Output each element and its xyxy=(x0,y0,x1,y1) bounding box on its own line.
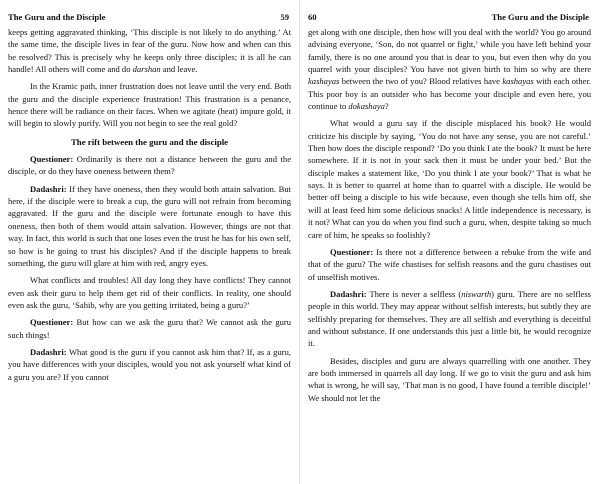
speaker-label: Questioner: xyxy=(30,317,74,328)
speaker-label: Dadashri: xyxy=(30,183,67,194)
answer-paragraph: Dadashri: There is never a selfless (niswarth) guru. There are no selfless people in this world. They may appear without selfish interests, but subtly they are selfishly preparing for themselves. They are all selfish and everything is deceitful and without substance. If one understands this just a little bit, he would recognize it. xyxy=(308,288,592,349)
header-title: The Guru and the Disciple xyxy=(491,12,589,22)
paragraph: What would a guru say if the disciple misplaced his book? He would criticize his disciple by saying, ‘You do not have any sense, you are not careful.’ Then how does the disciple respond? ‘Do you think I ate the book? It must be here somewhere. If it is not in your sack then it must be under your bed.’ But the disciple makes a statement like, ‘Do you think I ate your book?’ That is what he says. It is better to quarrel at home than to quarrel with a disciple. He would be better off being a disciple to his wife because, even though she tells him off, she will at least feed him some delicious snacks! A little independence is necessary, is it not? What can you do when you find such a guru, when, despite taking so much care of him, he speaks so foolishly? xyxy=(308,118,591,240)
speaker-label: Dadashri: xyxy=(330,288,367,299)
section-heading: The rift between the guru and the disciple xyxy=(70,136,229,147)
answer-paragraph: Dadashri: If they have oneness, then they would both attain salvation. But here, if the disciple were to break a cup, the guru will not refrain from becoming aggravated. If the guru and the disciple were fortunate enough to have this oneness, then both of them would attain salvation. However, things are not that way. In fact, this world is such that one loses even the trust he has for his own self, so how is he going to trust his disciples? And if the disciple happens to break something, the guru will glare at him with red, angry eyes. xyxy=(8,183,291,268)
page-number: 59 xyxy=(280,12,289,22)
header-title: The Guru and the Disciple xyxy=(8,12,106,22)
speaker-label: Questioner: xyxy=(330,246,374,257)
paragraph: keeps getting aggravated thinking, ‘This disciple is not likely to do anything.’ At the same time, the disciple lives in fear of the guru. Now how and when can this be resolved? This is precisely why he keeps only three disciples; it is all he can handle! All others will come and do darshan and leave. xyxy=(8,27,291,75)
page-number: 60 xyxy=(308,12,317,22)
speaker-label: Dadashri: xyxy=(30,346,67,357)
question-paragraph: Questioner: Ordinarily is there not a distance between the guru and the disciple, or do they have oneness between them? xyxy=(8,154,291,177)
paragraph: What conflicts and troubles! All day long they have conflicts! They cannot even ask their guru to help them get rid of their conflicts. In reality, one should even ask the guru, ‘Sahib, why are you getting irritated, being a guru?’ xyxy=(8,275,291,310)
answer-paragraph: Dadashri: What good is the guru if you cannot ask him that? If, as a guru, you have differences with your disciples, would you not ask yourself what kind of a guru you are? If you cannot xyxy=(8,346,291,382)
right-page xyxy=(300,0,599,484)
running-header xyxy=(8,0,291,26)
running-header xyxy=(308,0,591,26)
paragraph: In the Kramic path, inner frustration does not leave until the very end. Both the guru and the disciple experience frustration! This frustration is a penance, hence there will be radiance on their faces. When we agitate (heat) impure gold, it will begin to slowly purify. Will you not begin to see the real gold? xyxy=(8,81,291,129)
paragraph: Besides, disciples and guru are always quarrelling with one another. They are both immersed in quarrels all day long. If we go to visit the guru and ask him what is wrong, he will say, ‘That man is no good, I have found a terrible disciple!’ We should not let the xyxy=(308,355,591,403)
page-body xyxy=(8,26,291,383)
speaker-label: Questioner: xyxy=(30,154,74,165)
page-body xyxy=(308,26,591,404)
question-paragraph: Questioner: But how can we ask the guru that? We cannot ask the guru such things! xyxy=(8,317,291,340)
left-page xyxy=(0,0,299,484)
question-paragraph: Questioner: Is there not a difference between a rebuke from the wife and that of the guru? The wife chastises for selfish reasons and the guru chastises out of unselfish motives. xyxy=(308,246,591,282)
paragraph: get along with one disciple, then how will you deal with the world? You go around advising everyone, ‘Son, do not quarrel or fight,’ while you have left behind your family, there is no one around you that is dear to you, but even then why do you quarrel with your disciples? You have not given birth to him so why are there kashayas between the two of you? Blood relatives have kashayas with each other. This poor boy is an outsider who has become your disciple and even here, you continue to dokashaya? xyxy=(308,27,591,112)
